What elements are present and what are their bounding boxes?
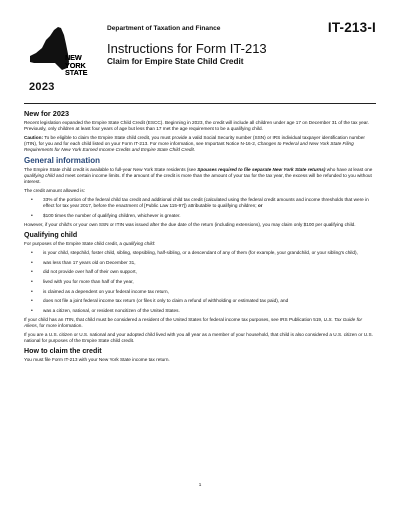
qualifying-intro-a: For purposes of the Empire State child credit, a bbox=[24, 241, 124, 247]
qualifying-child-list bbox=[24, 250, 376, 314]
caution-text: To be eligible to claim the Empire State child credit, you must provide a valid Social Security number (SSN) or IRS individual taxpayer identification number (ITIN), for you and for each child listed on your Form IT-213. For more information, see Important Notice N-16-2, bbox=[24, 135, 365, 146]
page-title: Instructions for Form IT-213 bbox=[107, 41, 267, 56]
caution-paragraph bbox=[24, 135, 376, 153]
new-for-2023-paragraph: Recent legislation expanded the Empire State Child Credit (ESCC). Beginning in 2023, the credit will include all children under age 17 on December 31 of the tax year. Previously, only children at least four years of age but less than 17 met the age requirement to be a qualifying child. bbox=[24, 120, 369, 131]
list-item: • was less than 17 years old on December 31, bbox=[43, 260, 376, 266]
list-item: • lived with you for more than half of the year, bbox=[43, 279, 376, 285]
credit-amount-list bbox=[24, 197, 376, 219]
logo-wordmark bbox=[65, 54, 87, 77]
caution-notice-ref: Changes to Federal and New York State Filing Requirements for New York Earned Income Credits and Empire State Child Credit bbox=[24, 141, 354, 152]
heading-new-for-2023: New for 2023 bbox=[24, 109, 70, 118]
itin-b: , for more information. bbox=[36, 323, 83, 329]
header-divider bbox=[24, 103, 376, 104]
general-p1-a: The Empire State child credit is available to full-year New York State residents (see bbox=[24, 167, 198, 172]
page-number: 1 bbox=[198, 482, 202, 487]
itin-publication-ref: U.S. Tax Guide for Aliens bbox=[24, 317, 363, 329]
itin-a: If your child has an ITIN, that child must be considered a resident of the United States for federal income tax purposes, see IRS Publication 519, bbox=[24, 317, 324, 323]
how-to-claim-paragraph: You must file Form IT-213 with your New York State income tax return. bbox=[24, 357, 170, 363]
qualifying-intro-b: : bbox=[154, 241, 156, 247]
list-item: • did not provide over half of their own support, bbox=[43, 269, 376, 275]
department-name: Department of Taxation and Finance bbox=[107, 25, 221, 32]
nys-logo bbox=[28, 26, 88, 93]
logo-year: 2023 bbox=[29, 81, 55, 93]
general-paragraph-3: However, if your child's or your own SSN or ITIN was issued after the due date of the return (including extensions), you may claim only $100 per qualifying child. bbox=[24, 222, 356, 228]
caution-end: . bbox=[193, 147, 196, 152]
heading-qualifying-child: Qualifying child bbox=[24, 231, 78, 240]
list-item bbox=[43, 197, 376, 209]
caution-label: Caution: bbox=[24, 135, 44, 140]
page-subtitle: Claim for Empire State Child Credit bbox=[107, 57, 244, 66]
list-item: • $100 times the number of qualifying children, whichever is greater. bbox=[43, 213, 376, 219]
logo-line-3: STATE bbox=[65, 68, 88, 78]
list-item: • was a citizen, national, or resident noncitizen of the United States. bbox=[43, 308, 376, 314]
list-item: • is claimed as a dependent on your federal income tax return, bbox=[43, 289, 376, 295]
list-item: • is your child, stepchild, foster child, sibling, stepsibling, half-sibling, or a descendant of any of them (for example, your grandchild, or your sibling's child), bbox=[43, 250, 376, 256]
general-paragraph-2: The credit amount allowed is: bbox=[24, 188, 85, 193]
general-p1-b: who have at least one bbox=[325, 167, 373, 172]
qualifying-intro bbox=[24, 241, 376, 247]
heading-how-to-claim: How to claim the credit bbox=[24, 347, 102, 356]
adopted-child-paragraph: If you are a U.S. citizen or U.S. national and your adopted child lived with you all year as a member of your household, that child is also considered a U.S. citizen or U.S. national for purposes of the Empire State child credit. bbox=[24, 332, 373, 344]
general-p1-qualifying: qualifying child bbox=[24, 173, 55, 178]
logo-line-2: YORK bbox=[65, 60, 86, 70]
form-id: IT-213-I bbox=[327, 20, 376, 35]
list-item: • does not file a joint federal income tax return (or files it only to claim a refund of withholding or estimated tax paid), and bbox=[43, 298, 376, 304]
general-p1-c: and meet certain income limits. If the amount of the credit is more than the amount of your tax for the tax year, the excess will be refunded to you without interest. bbox=[24, 173, 372, 184]
qualifying-intro-term: qualifying child bbox=[123, 241, 155, 247]
general-p1-ref: Spouses required to file separate New York State returns) bbox=[197, 167, 326, 172]
heading-general-information: General information bbox=[24, 156, 101, 165]
itin-paragraph bbox=[24, 317, 376, 329]
general-paragraph-1 bbox=[24, 167, 376, 185]
document-body bbox=[24, 111, 376, 366]
bullet1-or: or bbox=[257, 203, 263, 208]
bullet1-text: 33% of the portion of the federal child tax credit and additional child tax credit (calculated using the federal credit amounts and income thresholds that were in effect for tax year 2017, before the enactment of [Public Law 115-97]) attributable to qualifying children; bbox=[43, 197, 369, 208]
logo-line-1: NEW bbox=[65, 53, 82, 62]
